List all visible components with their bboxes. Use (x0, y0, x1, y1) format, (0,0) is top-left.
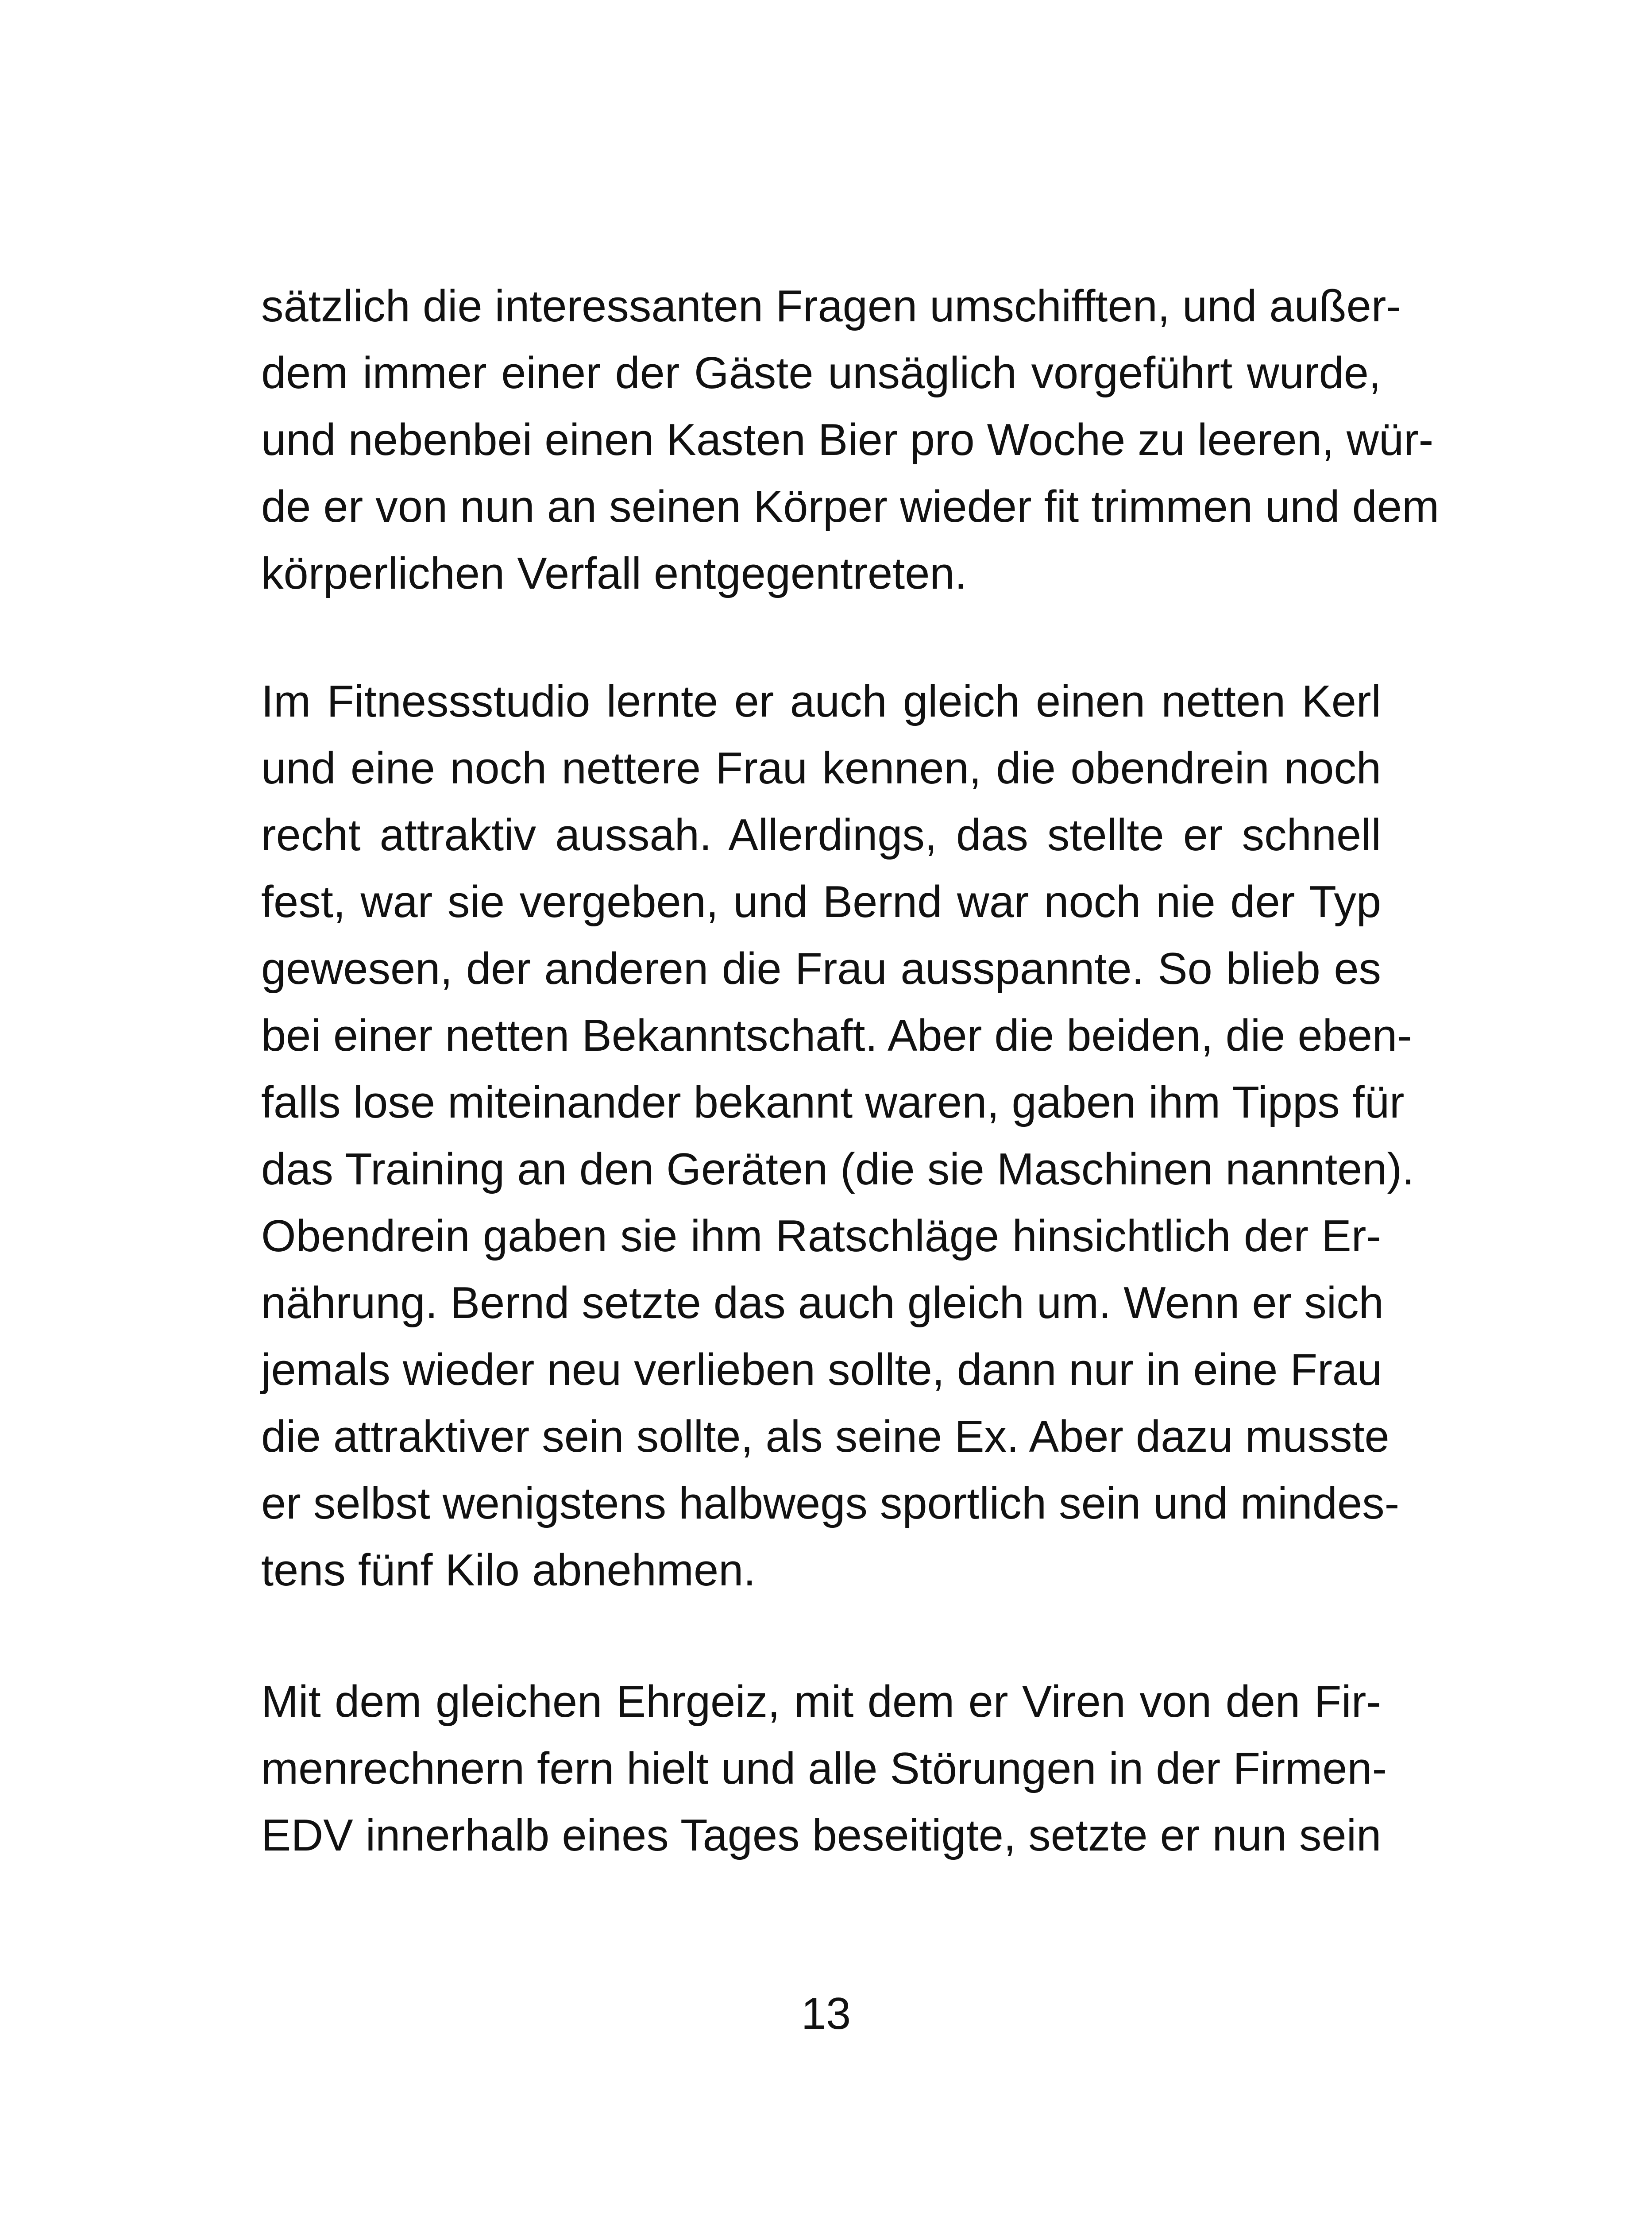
text-line: und nebenbei einen Kasten Bier pro Woche zu leeren, wür- (261, 415, 1434, 465)
paragraph (261, 668, 1415, 1604)
text-line: de er von nun an seinen Körper wieder fit trimmen und dem (261, 482, 1440, 532)
text-line: er selbst wenigstens halbwegs sportlich sein und mindes- (261, 1479, 1400, 1528)
text-line: die attraktiver sein sollte, als seine Ex. Aber dazu musste (261, 1412, 1390, 1461)
text-line: fest, war sie vergeben, und Bernd war noch nie der Typ (261, 877, 1381, 927)
text-line: tens fünf Kilo abnehmen. (261, 1546, 756, 1595)
text-line: EDV innerhalb eines Tages beseitigte, setzte er nun sein (261, 1811, 1382, 1860)
text-line: bei einer netten Bekanntschaft. Aber die beiden, die eben- (261, 1011, 1412, 1060)
text-line: Im Fitnessstudio lernte er auch gleich einen netten Kerl (261, 677, 1381, 726)
text-line: dem immer einer der Gäste unsäglich vorgeführt wurde, (261, 348, 1381, 398)
text-line: menrechnern fern hielt und alle Störungen in der Firmen- (261, 1744, 1387, 1793)
text-line: und eine noch nettere Frau kennen, die obendrein noch (261, 744, 1381, 793)
text-line: das Training an den Geräten (die sie Maschinen nannten). (261, 1145, 1415, 1194)
text-line: körperlichen Verfall entgegentreten. (261, 549, 967, 598)
text-line: gewesen, der anderen die Frau ausspannte. So blieb es (261, 944, 1381, 994)
paragraph (261, 273, 1440, 607)
page-number: 13 (801, 1989, 851, 2039)
text-line: Obendrein gaben sie ihm Ratschläge hinsichtlich der Er- (261, 1211, 1381, 1261)
paragraph (261, 1669, 1387, 1869)
text-line: jemals wieder neu verlieben sollte, dann nur in eine Frau (261, 1345, 1382, 1395)
text-line: sätzlich die interessanten Fragen umschifften, und außer- (261, 281, 1401, 331)
text-line: recht attraktiv aussah. Allerdings, das stellte er schnell (261, 810, 1381, 860)
text-line: nährung. Bernd setzte das auch gleich um. Wenn er sich (261, 1278, 1384, 1328)
text-line: falls lose miteinander bekannt waren, gaben ihm Tipps für (261, 1078, 1405, 1127)
text-line: Mit dem gleichen Ehrgeiz, mit dem er Viren von den Fir- (261, 1677, 1381, 1727)
